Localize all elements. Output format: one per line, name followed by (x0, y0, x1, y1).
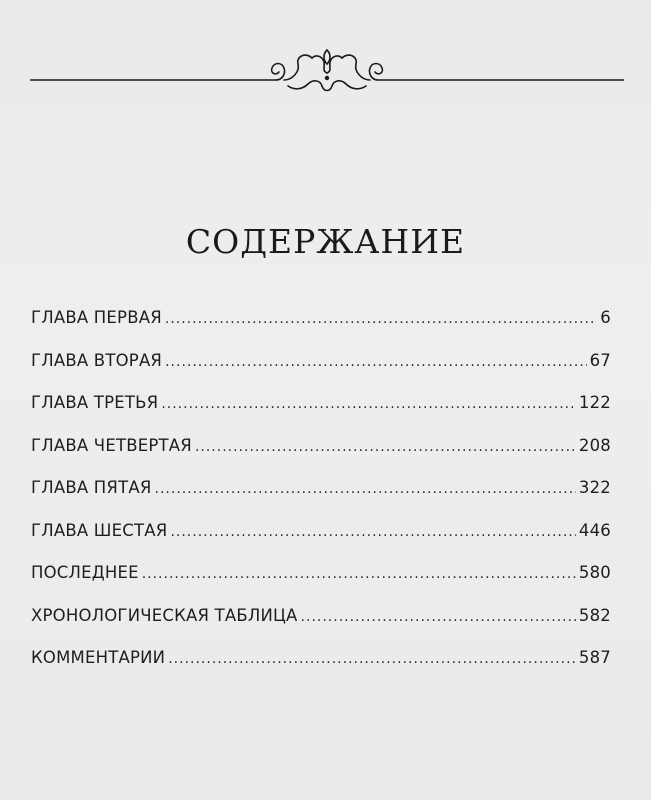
dot-leader (165, 311, 597, 327)
toc-entry-page-number: 6 (600, 308, 611, 327)
toc-entry (31, 648, 611, 691)
toc-entry-title: ХРОНОЛОГИЧЕСКАЯ ТАБЛИЦА (31, 605, 298, 625)
dot-leader (301, 609, 576, 625)
toc-entry-page-number: 208 (578, 435, 611, 455)
scroll-flourish-icon (30, 40, 624, 100)
dot-leader (161, 396, 576, 412)
toc-entry (31, 478, 611, 521)
toc-entry-title: ГЛАВА ШЕСТАЯ (31, 520, 168, 540)
toc-entry-page-number: 122 (578, 393, 611, 412)
dot-leader (142, 566, 576, 582)
toc-entry-page-number: 67 (589, 350, 611, 370)
toc-entry-title: ГЛАВА ВТОРАЯ (31, 350, 163, 370)
dot-leader (155, 481, 576, 497)
dot-leader (195, 439, 576, 455)
toc-entry (31, 351, 611, 394)
toc-entry-title: ГЛАВА ТРЕТЬЯ (31, 393, 159, 412)
toc-entry-title: ГЛАВА ЧЕТВЕРТАЯ (31, 435, 192, 455)
toc-entry (31, 393, 611, 436)
toc-entry (31, 563, 611, 606)
table-of-contents (31, 308, 611, 691)
toc-entry-title: ГЛАВА ПЯТАЯ (31, 478, 152, 497)
toc-entry (31, 521, 611, 564)
page-title: СОДЕРЖАНИЕ (185, 222, 466, 261)
toc-entry-title: КОММЕНТАРИИ (31, 648, 166, 667)
toc-entry-page-number: 446 (578, 520, 611, 540)
dot-leader (165, 354, 586, 370)
dot-leader (168, 651, 576, 667)
toc-entry-page-number: 582 (578, 605, 611, 625)
toc-entry-page-number: 587 (578, 648, 611, 667)
toc-entry-title: ГЛАВА ПЕРВАЯ (31, 308, 162, 327)
toc-entry (31, 606, 611, 649)
toc-entry-page-number: 580 (578, 563, 611, 582)
toc-entry (31, 436, 611, 479)
toc-entry-page-number: 322 (578, 478, 611, 497)
toc-entry (31, 308, 611, 351)
toc-entry-title: ПОСЛЕДНЕЕ (31, 563, 139, 582)
dot-leader (170, 524, 575, 540)
